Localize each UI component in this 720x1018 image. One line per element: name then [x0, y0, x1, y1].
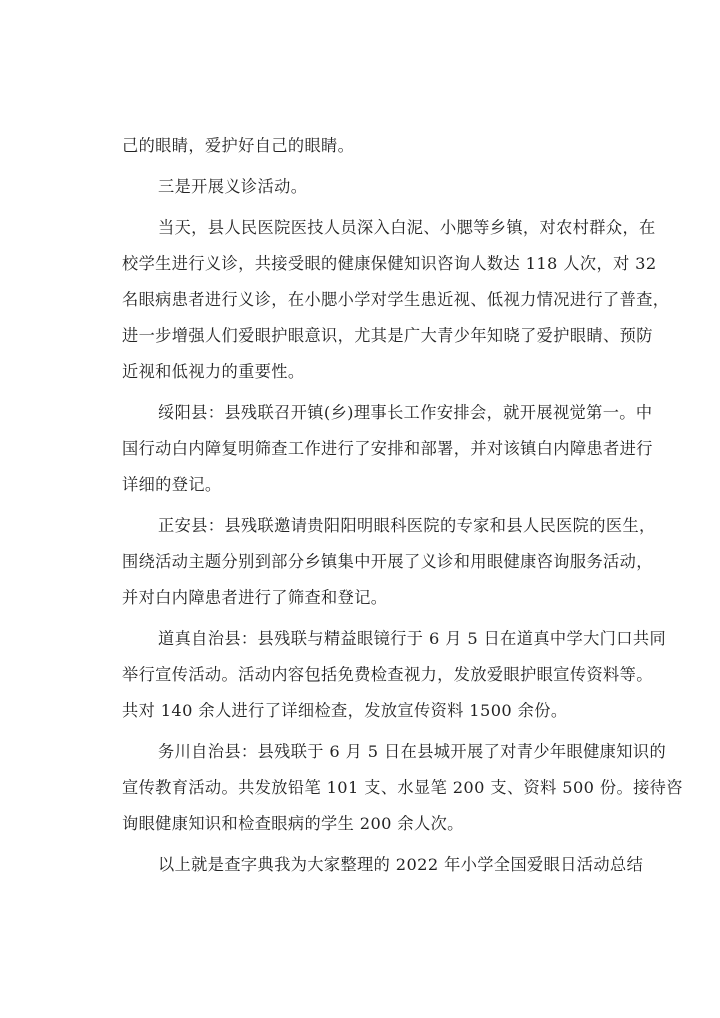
text-line: 并对白内障患者进行了筛查和登记。 — [122, 588, 388, 607]
text-line: 正安县：县残联邀请贵阳阳明眼科医院的专家和县人民医院的医生， — [158, 516, 656, 535]
text-line: 进一步增强人们爱眼护眼意识，尤其是广大青少年知晓了爱护眼睛、预防 — [122, 326, 653, 345]
text-line: 名眼病患者进行义诊，在小腮小学对学生患近视、低视力情况进行了普查， — [122, 290, 670, 309]
text-line: 当天，县人民医院医技人员深入白泥、小腮等乡镇，对农村群众，在 — [158, 218, 656, 237]
text-line: 务川自治县：县残联于 6 月 5 日在县城开展了对青少年眼健康知识的 — [158, 742, 667, 761]
text-line: 围绕活动主题分别到部分乡镇集中开展了义诊和用眼健康咨询服务活动， — [122, 552, 653, 571]
text-line: 国行动白内障复明筛查工作进行了安排和部署，并对该镇白内障患者进行 — [122, 439, 653, 458]
text-line: 共对 140 余人进行了详细检查，发放宣传资料 1500 余份。 — [122, 701, 568, 720]
text-line: 宣传教育活动。共发放铅笔 101 支、水显笔 200 支、资料 500 份。接待咨 — [122, 778, 683, 797]
text-line: 校学生进行义诊，共接受眼的健康保健知识咨询人数达 118 人次，对 32 — [122, 254, 657, 273]
text-line: 举行宣传活动。活动内容包括免费检查视力，发放爱眼护眼宣传资料等。 — [122, 665, 653, 684]
text-line: 询眼健康知识和检查眼病的学生 200 余人次。 — [122, 814, 464, 833]
text-line: 绥阳县：县残联召开镇(乡)理事长工作安排会，就开展视觉第一。中 — [158, 403, 653, 422]
text-line: 己的眼睛，爱护好自己的眼睛。 — [122, 136, 355, 155]
document-body — [122, 128, 683, 883]
section-heading: 三是开展义诊活动。 — [158, 177, 308, 196]
text-line: 以上就是查字典我为大家整理的 2022 年小学全国爱眼日活动总结 — [158, 855, 644, 874]
text-line: 近视和低视力的重要性。 — [122, 362, 305, 381]
text-line: 道真自治县：县残联与精益眼镜行于 6 月 5 日在道真中学大门口共同 — [158, 629, 667, 648]
text-line: 详细的登记。 — [122, 475, 222, 494]
